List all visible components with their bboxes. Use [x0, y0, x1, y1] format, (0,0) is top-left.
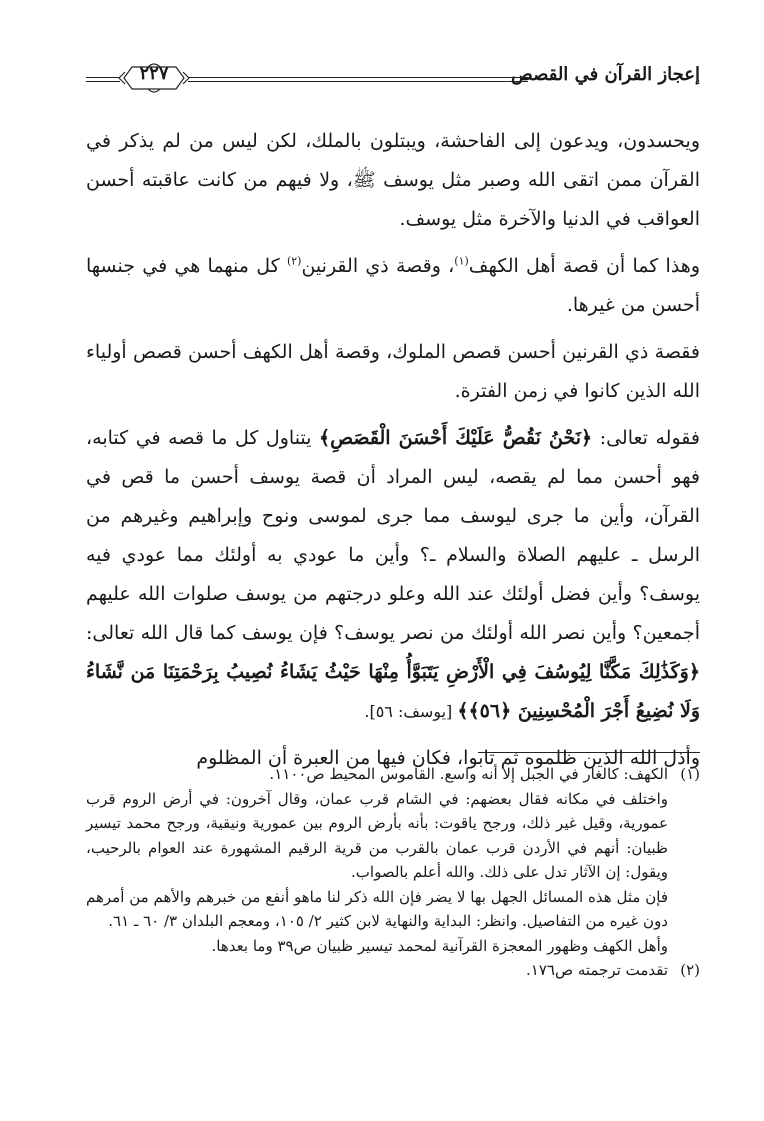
footnote-number-1: (١): [680, 765, 700, 783]
paragraph-2: وهذا كما أن قصة أهل الكهف$^{(١)}$، وقصة ذي القرنين$^{(٢)}$ كل منهما هي في جنسها أحسن من غيرها.: [86, 254, 700, 316]
footnote-number-2: (٢): [680, 961, 700, 979]
quran-verse-1: ﴿نَحْنُ نَقُصُّ عَلَيْكَ أَحْسَنَ الْقَصَصِ﴾: [319, 427, 593, 449]
footnote-1-para-3: فإن مثل هذه المسائل الجهل بها لا يضر فإن الله ذكر لنا ماهو أنفع من خبرهم والأهم من أمرهم دون غيره من التفاصيل. وانظر: البداية والنهاية لابن كثير ٢/ ١٠٥، ومعجم البلدان ٣/ ٦٠ ـ ٦١.: [86, 887, 668, 930]
footnote-separator: [478, 752, 700, 753]
paragraph-1: ويحسدون، ويدعون إلى الفاحشة، ويبتلون بالملك، لكن ليس من لم يذكر في القرآن ممن اتقى الله وصبر مثل يوسف ﷺ، ولا فيهم من كانت عاقبته أحسن العواقب في الدنيا والآخرة مثل يوسف.: [86, 130, 700, 230]
footnote-ref-2[interactable]: (٢): [286, 254, 302, 268]
header-rule-right: [188, 77, 528, 82]
running-title: إعجاز القرآن في القصص: [511, 64, 700, 85]
footnote-ref-1[interactable]: (١): [454, 254, 469, 268]
header-rule-left: [86, 77, 120, 82]
paragraph-4: فقوله تعالى: ﴿نَحْنُ نَقُصُّ عَلَيْكَ أَحْسَنَ الْقَصَصِ﴾ يتناول كل ما قصه في كتابه، فهو أحسن مما لم يقصه، ليس المراد أن قصة يوسف أحسن ما قص في القرآن، وأين ما جرى ليوسف مما جرى لموسى ونوح وإبراهيم وغيرهم من الرسل ـ عليهم الصلاة والسلام ـ؟ وأين ما عودي به أولئك مما عودي فيه يوسف؟ وأين فضل أولئك عند الله وعلو درجتهم من يوسف صلوات الله عليهم أجمعين؟ وأين نصر الله أولئك من نصر يوسف؟ فإن يوسف كما قال الله تعالى: ﴿وَكَذَٰلِكَ مَكَّنَّا لِيُوسُفَ فِي الْأَرْضِ يَتَبَوَّأُ مِنْهَا حَيْثُ يَشَاءُ نُصِيبُ بِرَحْمَتِنَا مَن نَّشَاءُ وَلَا نُضِيعُ أَجْرَ الْمُحْسِنِينَ ﴿٥٦﴾﴾ [يوسف: ٥٦].: [86, 427, 700, 722]
footnote-1-para-4: وأهل الكهف وظهور المعجزة القرآنية لمحمد تيسير ظبيان ص٣٩ وما بعدها.: [211, 936, 668, 955]
quran-verse-2: ﴿وَكَذَٰلِكَ مَكَّنَّا لِيُوسُفَ فِي الْأَرْضِ يَتَبَوَّأُ مِنْهَا حَيْثُ يَشَاءُ نُصِيبُ بِرَحْمَتِنَا مَن نَّشَاءُ وَلَا نُضِيعُ أَجْرَ الْمُحْسِنِينَ ﴿٥٦﴾﴾: [86, 661, 700, 722]
footnote-1: (١)الكهف: كالغار في الجبل إلا أنه واسع. القاموس المحيط ص١١٠٠.: [86, 762, 700, 787]
verse-reference: [يوسف: ٥٦].: [364, 702, 458, 721]
page-header: [86, 58, 700, 98]
footnote-2: (٢)تقدمت ترجمته ص١٧٦.: [86, 958, 700, 983]
paragraph-5: وأذل الله الذين ظلموه ثم تابوا، فكان فيها من العبرة أن المظلوم: [196, 747, 700, 769]
main-text: [86, 122, 700, 778]
footnotes: [86, 762, 700, 983]
footnote-1-para-2: واختلف في مكانه فقال بعضهم: في الشام قرب عمان، وقال آخرون: في أرض الروم قرب عمورية، وقيل غير ذلك، ورجح ياقوت: بأنه بأرض الروم بين عمورية ونيقية، ورجح محمد تيسير ظبيان: أنهم في الأردن قرب عمان بالقرب من قرية الرقيم المشهورة عند العوام بالرحيب، ويقول: إن الآثار تدل على ذلك. والله أعلم بالصواب.: [86, 789, 668, 881]
page-number: ٢٢٧: [139, 63, 169, 84]
paragraph-3: فقصة ذي القرنين أحسن قصص الملوك، وقصة أهل الكهف أحسن قصص أولياء الله الذين كانوا في زمن الفترة.: [86, 341, 700, 402]
